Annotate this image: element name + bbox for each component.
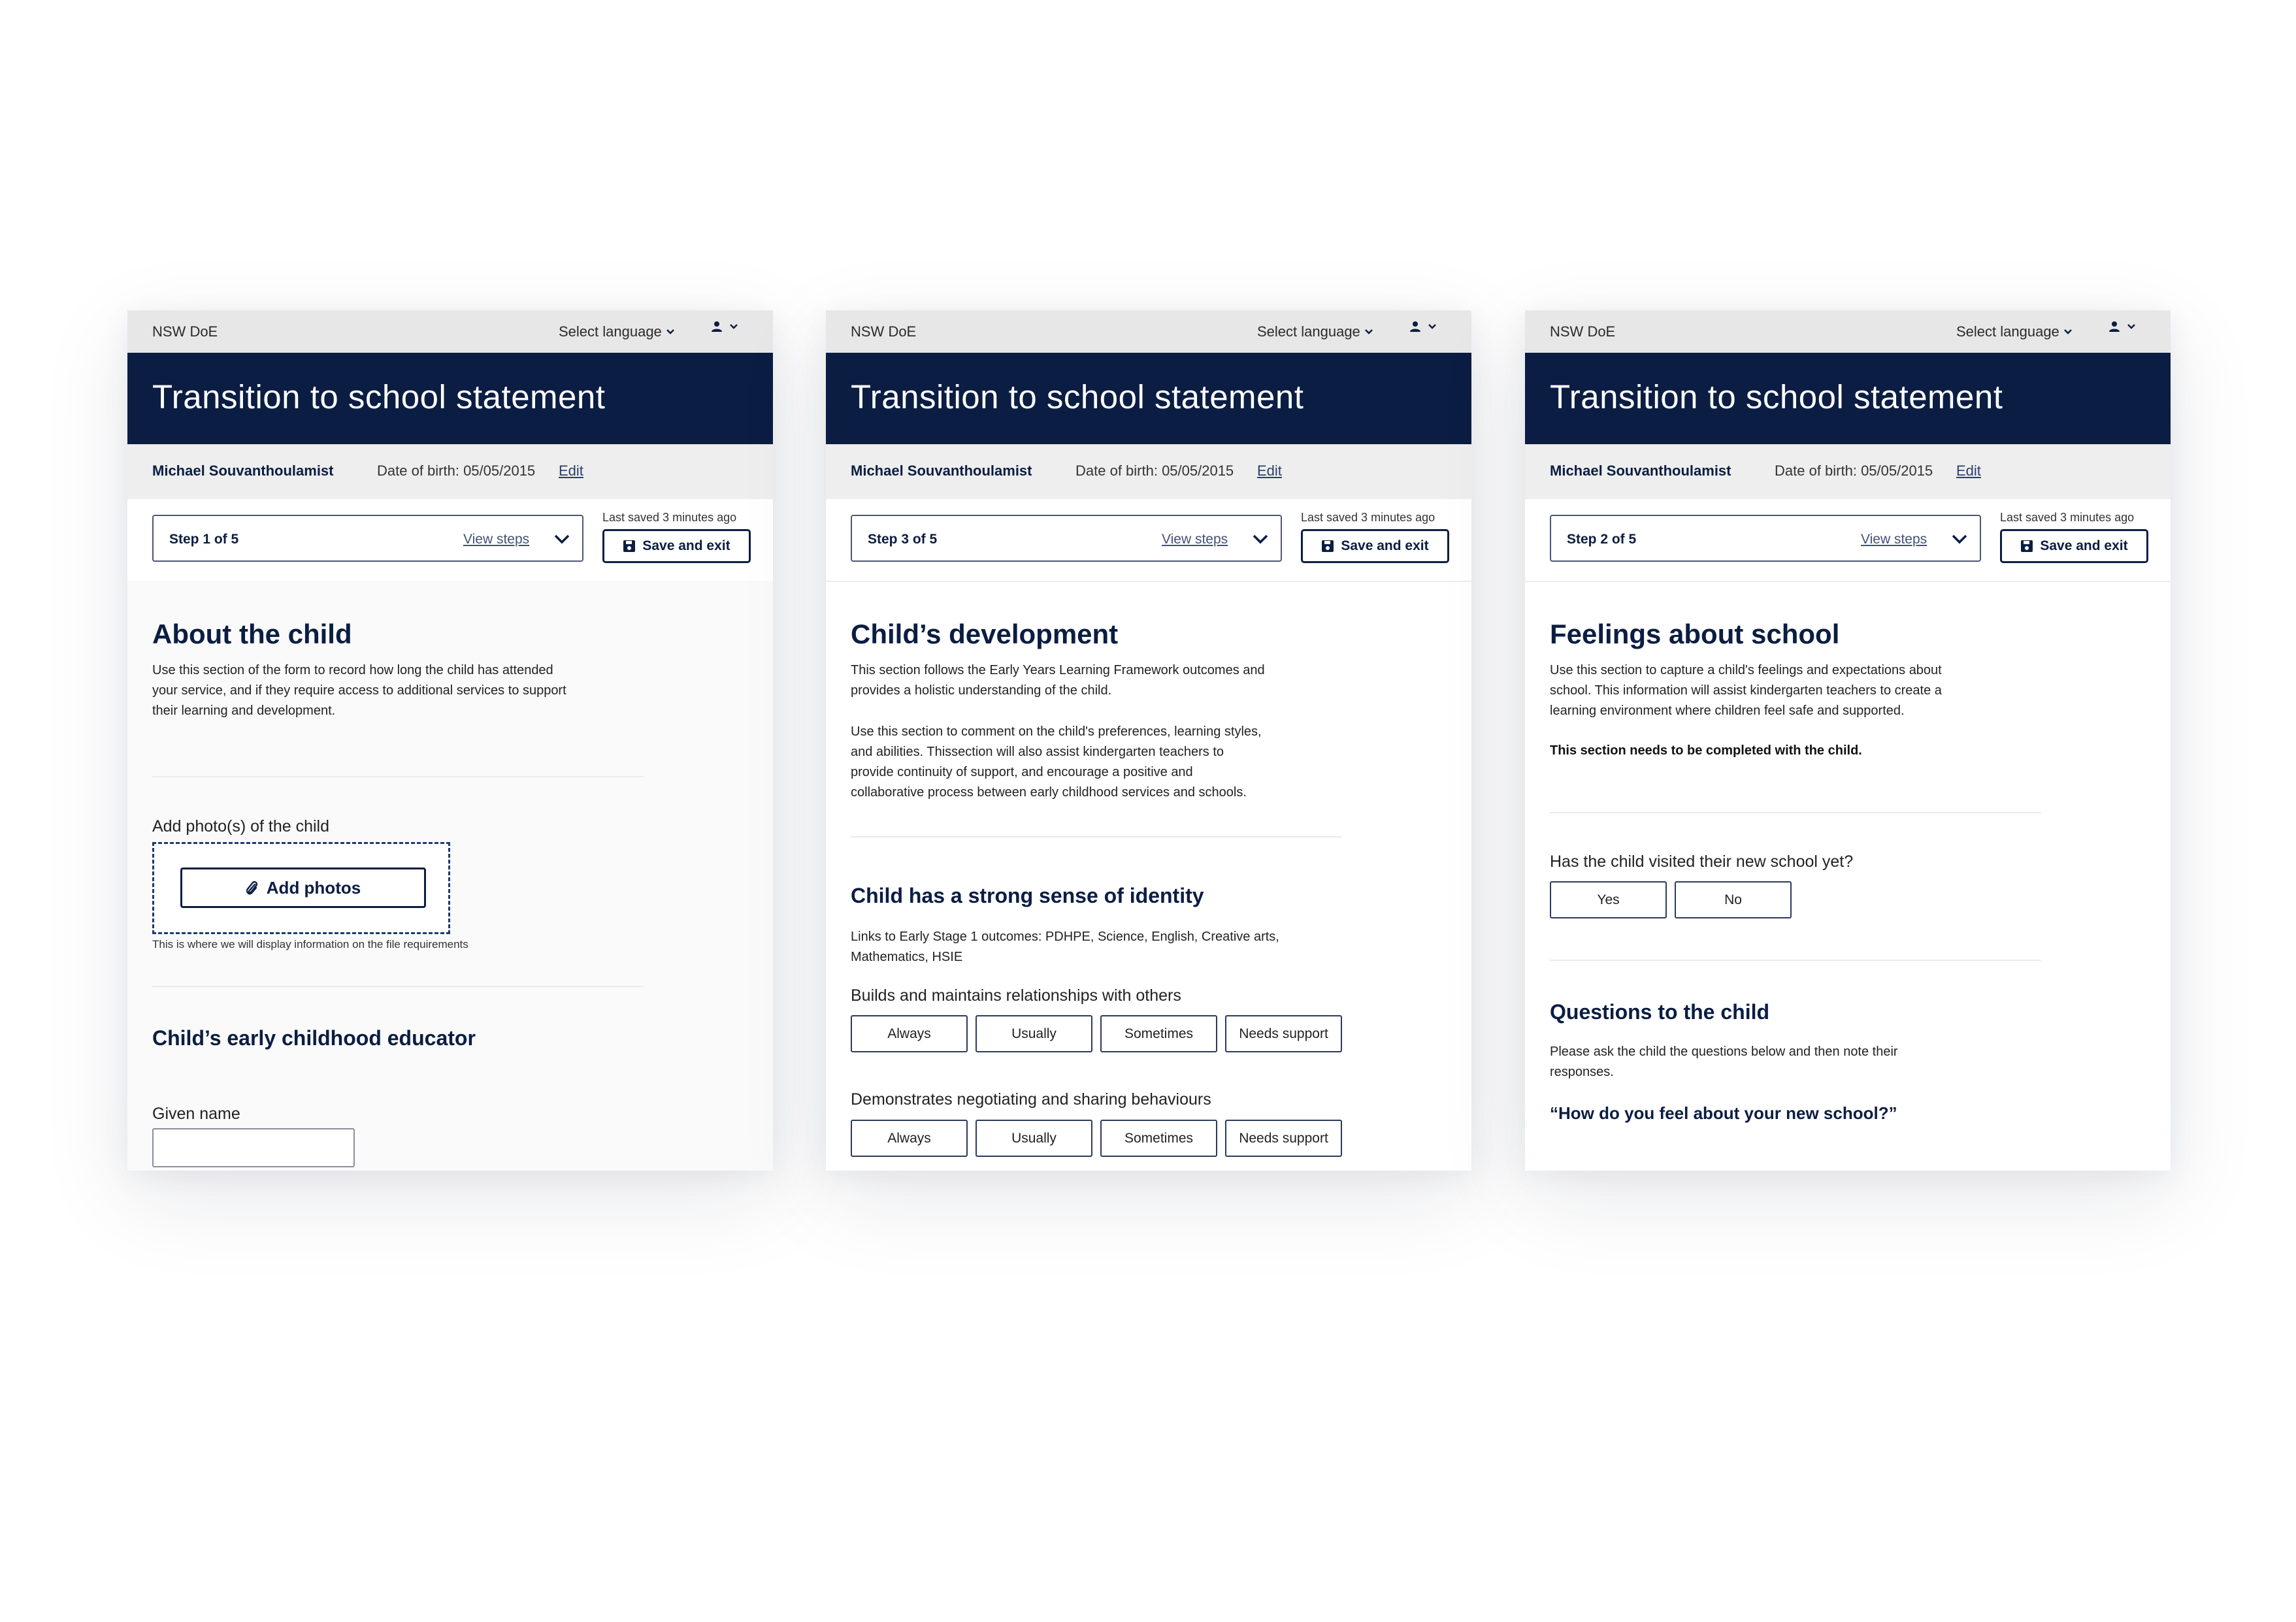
- form-body: [826, 581, 1471, 1171]
- section-intro: [851, 660, 1334, 701]
- brand-label: NSW DoE: [1550, 323, 1616, 340]
- language-label: Select language: [1257, 323, 1360, 340]
- student-name: Michael Souvanthoulamist: [851, 462, 1032, 479]
- given-name-label: Given name: [152, 1105, 240, 1123]
- chevron-down-icon: [729, 323, 738, 330]
- questions-intro-line: responses.: [1550, 1065, 1614, 1079]
- option-sometimes[interactable]: Sometimes: [1100, 1120, 1217, 1157]
- top-bar: [1525, 310, 2171, 353]
- user-icon: [2108, 321, 2120, 333]
- intro-line: This section follows the Early Years Learning Framework outcomes and: [851, 663, 1265, 677]
- section-heading: Child’s development: [851, 619, 1119, 649]
- save-and-exit-button[interactable]: [1301, 529, 1449, 563]
- questions-heading: Questions to the child: [1550, 1000, 1770, 1024]
- add-photos-button[interactable]: [180, 868, 426, 908]
- paperclip-icon: [246, 879, 259, 896]
- option-no[interactable]: No: [1675, 881, 1792, 918]
- section-intro-2: [851, 722, 1334, 803]
- question-relationships: Builds and maintains relationships with others: [851, 986, 1181, 1005]
- chevron-down-icon: [2127, 323, 2136, 330]
- form-panel-development: [826, 310, 1471, 1171]
- page-title: Transition to school statement: [1550, 378, 2003, 415]
- student-info: [1525, 444, 2171, 499]
- option-always[interactable]: Always: [851, 1015, 968, 1052]
- save-and-exit-label: Save and exit: [1341, 538, 1429, 553]
- student-info: [127, 444, 773, 499]
- section-intro: [152, 660, 636, 721]
- child-question: “How do you feel about your new school?”: [1550, 1103, 1897, 1123]
- date-of-birth: Date of birth: 05/05/2015: [1775, 462, 1933, 479]
- user-icon: [711, 321, 723, 333]
- step-selector[interactable]: [152, 515, 583, 562]
- option-yes[interactable]: Yes: [1550, 881, 1667, 918]
- top-bar: [826, 310, 1471, 353]
- save-and-exit-button[interactable]: [2000, 529, 2148, 563]
- last-saved: Last saved 3 minutes ago: [2000, 511, 2135, 524]
- language-select[interactable]: [1257, 323, 1373, 340]
- step-bar: [826, 499, 1471, 582]
- date-of-birth: Date of birth: 05/05/2015: [377, 462, 536, 479]
- last-saved: Last saved 3 minutes ago: [1301, 511, 1435, 524]
- brand-label: NSW DoE: [152, 323, 218, 340]
- user-menu[interactable]: [711, 321, 738, 333]
- language-label: Select language: [559, 323, 662, 340]
- language-select[interactable]: [559, 323, 675, 340]
- page-header: [1525, 353, 2171, 444]
- user-icon: [1409, 321, 1421, 333]
- divider: [1550, 812, 2041, 813]
- view-steps-link[interactable]: View steps: [1861, 532, 1927, 547]
- identity-heading: Child has a strong sense of identity: [851, 884, 1204, 907]
- intro-line: their learning and development.: [152, 704, 336, 718]
- chevron-down-icon: [2063, 329, 2073, 335]
- intro-line: Use this section to comment on the child's preferences, learning styles,: [851, 724, 1262, 739]
- photo-field-label: Add photo(s) of the child: [152, 817, 329, 835]
- student-name: Michael Souvanthoulamist: [152, 462, 334, 479]
- user-menu[interactable]: [1409, 321, 1437, 333]
- language-label: Select language: [1956, 323, 2059, 340]
- last-saved: Last saved 3 minutes ago: [602, 511, 737, 524]
- educator-heading: Child’s early childhood educator: [152, 1026, 476, 1050]
- option-needs-support[interactable]: Needs support: [1225, 1015, 1342, 1052]
- questions-intro-line: Please ask the child the questions below and then note their: [1550, 1045, 1898, 1059]
- form-body: [127, 581, 773, 1171]
- form-body: [1525, 581, 2171, 1171]
- intro-line: collaborative process between early childhood services and schools.: [851, 785, 1247, 800]
- page-title: Transition to school statement: [152, 378, 606, 415]
- step-bar: [1525, 499, 2171, 582]
- option-sometimes[interactable]: Sometimes: [1100, 1015, 1217, 1052]
- divider: [152, 986, 644, 987]
- student-info: [826, 444, 1471, 499]
- step-label: Step 1 of 5: [169, 532, 239, 547]
- step-label: Step 3 of 5: [868, 532, 938, 547]
- intro-line: provide continuity of support, and encourage a positive and: [851, 765, 1193, 779]
- step-label: Step 2 of 5: [1567, 532, 1637, 547]
- step-selector[interactable]: [1550, 515, 1981, 562]
- option-usually[interactable]: Usually: [976, 1015, 1092, 1052]
- form-panel-feelings: [1525, 310, 2171, 1171]
- section-intro: [1550, 660, 2033, 721]
- save-and-exit-label: Save and exit: [2040, 538, 2128, 553]
- links-line: Links to Early Stage 1 outcomes: PDHPE, Science, English, Creative arts,: [851, 930, 1279, 944]
- chevron-down-icon: [1428, 323, 1437, 330]
- add-photos-label: Add photos: [266, 877, 361, 898]
- visited-question: Has the child visited their new school yet?: [1550, 852, 1854, 871]
- file-requirements-note: This is where we will display information on the file requirements: [152, 938, 468, 950]
- form-panel-about-child: [127, 310, 773, 1171]
- edit-link[interactable]: Edit: [559, 462, 583, 479]
- edit-link[interactable]: Edit: [1257, 462, 1282, 479]
- chevron-down-icon: [1251, 529, 1270, 552]
- page-header: [127, 353, 773, 444]
- page-title: Transition to school statement: [851, 378, 1304, 415]
- step-bar: [127, 499, 773, 582]
- chevron-down-icon: [552, 529, 572, 552]
- option-always[interactable]: Always: [851, 1120, 968, 1157]
- save-icon: [623, 540, 636, 553]
- divider: [152, 776, 644, 777]
- save-and-exit-button[interactable]: [602, 529, 751, 563]
- language-select[interactable]: [1956, 323, 2073, 340]
- save-and-exit-label: Save and exit: [642, 538, 730, 553]
- top-bar: [127, 310, 773, 353]
- option-usually[interactable]: Usually: [976, 1120, 1092, 1157]
- links-line: Mathematics, HSIE: [851, 950, 963, 964]
- questions-intro: [1550, 1042, 2033, 1082]
- intro-line: Use this section to capture a child's feelings and expectations about: [1550, 663, 1942, 677]
- question-negotiating: Demonstrates negotiating and sharing behaviours: [851, 1090, 1211, 1109]
- section-heading: Feelings about school: [1550, 619, 1840, 649]
- completion-note: This section needs to be completed with the child.: [1550, 743, 1862, 758]
- chevron-down-icon: [1364, 329, 1373, 335]
- view-steps-link[interactable]: View steps: [1162, 532, 1228, 547]
- intro-line: provides a holistic understanding of the child.: [851, 683, 1112, 698]
- chevron-down-icon: [666, 329, 675, 335]
- visited-options: [1550, 881, 1792, 918]
- option-needs-support[interactable]: Needs support: [1225, 1120, 1342, 1157]
- brand-label: NSW DoE: [851, 323, 917, 340]
- section-heading: About the child: [152, 619, 352, 649]
- intro-line: your service, and if they require access to additional services to support: [152, 683, 566, 698]
- user-menu[interactable]: [2108, 321, 2136, 333]
- outcome-links: [851, 927, 1334, 967]
- save-icon: [2020, 540, 2033, 553]
- given-name-input[interactable]: [152, 1128, 355, 1167]
- negotiating-options: [851, 1120, 1342, 1157]
- save-icon: [1321, 540, 1334, 553]
- divider: [1550, 960, 2041, 961]
- date-of-birth: Date of birth: 05/05/2015: [1075, 462, 1234, 479]
- intro-line: Use this section of the form to record how long the child has attended: [152, 663, 553, 677]
- student-name: Michael Souvanthoulamist: [1550, 462, 1731, 479]
- relationships-options: [851, 1015, 1342, 1052]
- intro-line: school. This information will assist kindergarten teachers to create a: [1550, 683, 1942, 698]
- photo-dropzone[interactable]: [152, 842, 450, 934]
- chevron-down-icon: [1950, 529, 1969, 552]
- intro-line: learning environment where children feel safe and supported.: [1550, 704, 1905, 718]
- divider: [851, 836, 1342, 837]
- page-header: [826, 353, 1471, 444]
- edit-link[interactable]: Edit: [1956, 462, 1981, 479]
- view-steps-link[interactable]: View steps: [463, 532, 530, 547]
- step-selector[interactable]: [851, 515, 1282, 562]
- intro-line: and abilities. Thissection will also assist kindergarten teachers to: [851, 745, 1224, 759]
